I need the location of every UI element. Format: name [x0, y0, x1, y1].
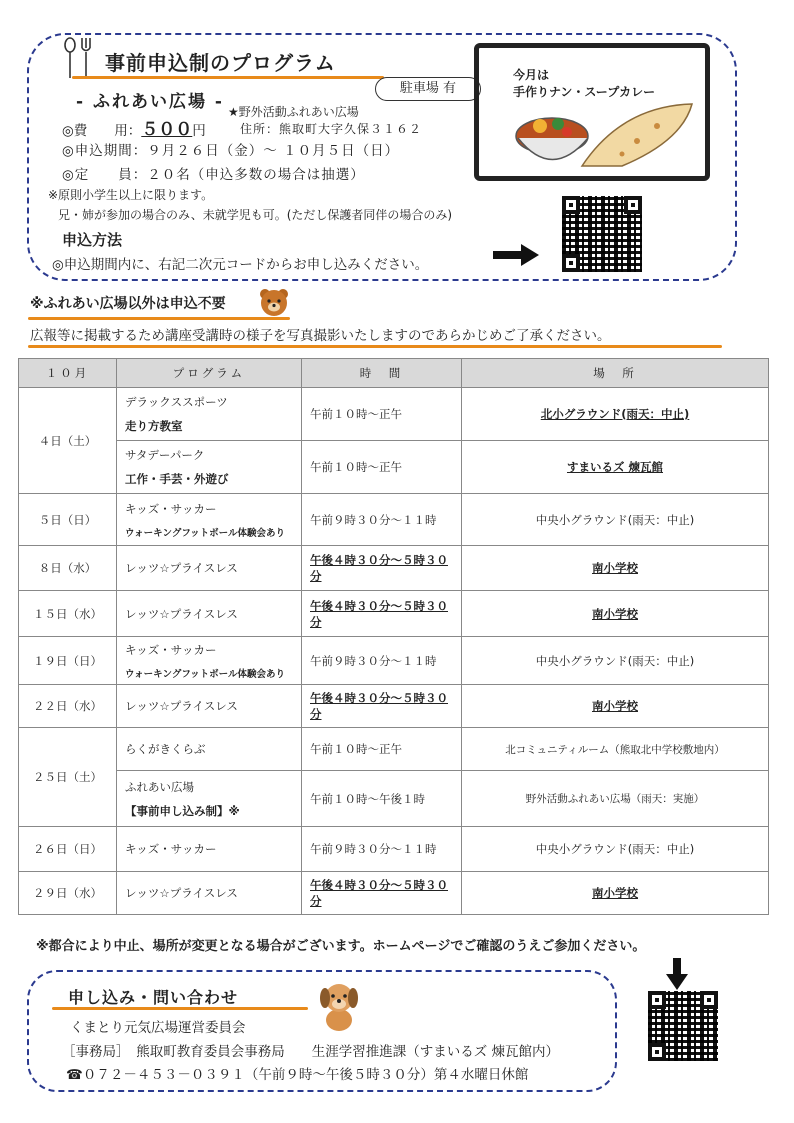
date-cell: ２２日（水）	[19, 685, 117, 728]
place-cell: 中央小グラウンド(雨天：中止)	[462, 827, 769, 872]
program-cell: レッツ☆プライスレス	[117, 591, 302, 637]
contact-org: くまとり元気広場運営委員会	[70, 1020, 246, 1036]
header-time: 時 間	[302, 359, 462, 388]
program-cell: キッズ・サッカー	[117, 827, 302, 872]
page-title: 事前申込制のプログラム	[105, 51, 336, 75]
capacity: ◎定 員：２０名（申込多数の場合は抽選）	[62, 167, 365, 183]
method-title: 申込方法	[62, 231, 123, 249]
table-row	[19, 771, 769, 827]
contact-underline	[52, 1007, 308, 1010]
time-cell: 午前１０時～正午	[302, 728, 462, 771]
date-cell: １９日（日）	[19, 637, 117, 685]
qr-code-application[interactable]	[562, 196, 642, 272]
place-cell: 野外活動ふれあい広場（雨天：実施）	[462, 771, 769, 827]
program-cell: レッツ☆プライスレス	[117, 872, 302, 915]
date-cell: ２６日（日）	[19, 827, 117, 872]
table-header-row	[19, 359, 769, 388]
subtitle: - ふれあい広場 -	[76, 92, 224, 112]
change-notice: ※都合により中止、場所が変更となる場合がございます。ホームページでご確認のうえご参加ください。	[36, 939, 646, 954]
note-age: ※原則小学生以上に限ります。	[48, 188, 214, 202]
date-cell: ５日（日）	[19, 494, 117, 546]
notice-heading: ※ふれあい広場以外は申込不要	[30, 296, 226, 312]
table-row	[19, 827, 769, 872]
time-cell: 午後４時３０分～５時３０分	[302, 685, 462, 728]
time-cell: 午前１０時～正午	[302, 388, 462, 441]
header-program: プログラム	[117, 359, 302, 388]
arrow-right-icon	[493, 244, 539, 266]
time-cell: 午前９時３０分～１１時	[302, 637, 462, 685]
menu-label-2: 手作りナン・スープカレー	[513, 85, 656, 99]
place-cell: 北コミュニティルーム（熊取北中学校敷地内）	[462, 728, 769, 771]
time-cell: 午前９時３０分～１１時	[302, 827, 462, 872]
program-cell: サタデーパーク 工作・手芸・外遊び	[117, 441, 302, 494]
table-row	[19, 441, 769, 494]
date-cell: ２５日（土）	[19, 728, 117, 827]
place-cell: 中央小グラウンド(雨天：中止)	[462, 494, 769, 546]
time-cell: 午前１０時～正午	[302, 441, 462, 494]
place-cell: 南小学校	[462, 591, 769, 637]
header-month: １０月	[19, 359, 117, 388]
place-cell: 南小学校	[462, 872, 769, 915]
program-cell: レッツ☆プライスレス	[117, 546, 302, 591]
time-cell: 午後４時３０分～５時３０分	[302, 591, 462, 637]
table-row	[19, 685, 769, 728]
place-cell: 北小グラウンド(雨天：中止)	[462, 388, 769, 441]
notice-underline-1	[28, 317, 290, 320]
dog-icon	[319, 978, 359, 1032]
place-cell: 南小学校	[462, 685, 769, 728]
program-cell: デラックススポーツ 走り方教室	[117, 388, 302, 441]
contact-title: 申し込み・問い合わせ	[68, 988, 239, 1007]
time-cell: 午前９時３０分～１１時	[302, 494, 462, 546]
menu-label-1: 今月は	[513, 68, 550, 82]
method-text: ◎申込期間内に、右記二次元コードからお申し込みください。	[52, 257, 429, 273]
bear-icon	[258, 286, 290, 318]
time-cell: 午後４時３０分～５時３０分	[302, 872, 462, 915]
header-place: 場 所	[462, 359, 769, 388]
curry-naan-illustration	[512, 96, 698, 172]
notice-underline-2	[28, 345, 722, 348]
table-row	[19, 494, 769, 546]
fork-spoon-icon	[60, 36, 96, 80]
photo-notice: 広報等に掲載するため講座受講時の様子を写真撮影いたしますのであらかじめご了承ください。	[30, 328, 611, 344]
note-siblings: 兄・姉が参加の場合のみ、未就学児も可。(ただし保護者同伴の場合のみ)	[58, 208, 453, 222]
time-cell: 午後４時３０分～５時３０分	[302, 546, 462, 591]
arrow-down-icon	[666, 958, 688, 990]
program-cell: キッズ・サッカー ウォーキングフットボール体験会あり	[117, 637, 302, 685]
address: 住所：熊取町大字久保３１６２	[240, 122, 423, 136]
venue-note: ★野外活動ふれあい広場	[228, 105, 359, 119]
program-cell: キッズ・サッカー ウォーキングフットボール体験会あり	[117, 494, 302, 546]
table-row	[19, 872, 769, 915]
date-cell: ８日（水）	[19, 546, 117, 591]
table-row	[19, 388, 769, 441]
program-cell: ふれあい広場 【事前申し込み制】※	[117, 771, 302, 827]
date-cell: ４日（土）	[19, 388, 117, 494]
table-row	[19, 546, 769, 591]
table-row	[19, 591, 769, 637]
table-row	[19, 728, 769, 771]
title-underline	[72, 76, 384, 79]
parking-badge: 駐車場 有	[375, 77, 481, 101]
schedule-table	[18, 358, 769, 915]
qr-code-contact[interactable]	[648, 991, 718, 1061]
place-cell: すまいるズ 煉瓦館	[462, 441, 769, 494]
date-cell: ２９日（水）	[19, 872, 117, 915]
table-row	[19, 637, 769, 685]
fee-line: ◎費 用：５００円	[62, 120, 206, 140]
application-period: ◎申込期間：９月２６日（金）～ １０月５日（日）	[62, 143, 400, 159]
place-cell: 南小学校	[462, 546, 769, 591]
program-cell: らくがきくらぶ	[117, 728, 302, 771]
date-cell: １５日（水）	[19, 591, 117, 637]
program-cell: レッツ☆プライスレス	[117, 685, 302, 728]
time-cell: 午前１０時～午後１時	[302, 771, 462, 827]
contact-phone[interactable]: ☎０７２－４５３－０３９１（午前９時～午後５時３０分）第４水曜日休館	[66, 1067, 529, 1083]
place-cell: 中央小グラウンド(雨天：中止)	[462, 637, 769, 685]
contact-office: ［事務局］ 熊取町教育委員会事務局 生涯学習推進課（すまいるズ 煉瓦館内）	[62, 1044, 560, 1060]
